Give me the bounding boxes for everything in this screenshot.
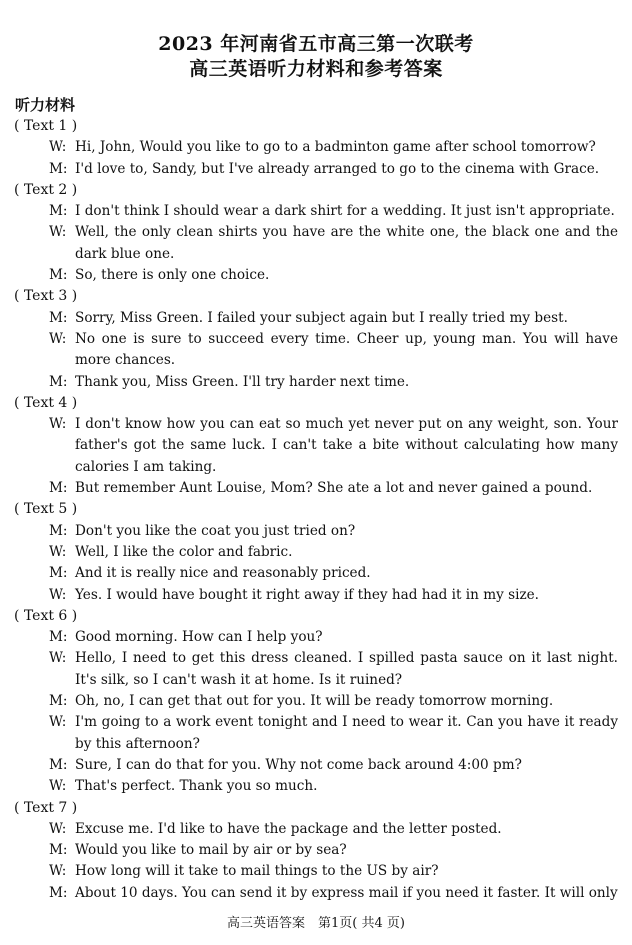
page-title-line-2: 高三英语听力材料和参考答案: [189, 58, 443, 80]
text-block: [0, 180, 632, 286]
utterance-text: But remember Aunt Louise, Mom? She ate a lot and never gained a pound.: [75, 480, 593, 497]
text-label: ( Text 7 ): [14, 799, 78, 816]
speaker-label: M:: [49, 267, 68, 284]
utterance-text: How long will it take to mail things to the US by air?: [75, 863, 439, 880]
utterance-text: About 10 days. You can send it by express mail if you need it faster. It will only: [75, 884, 618, 901]
speaker-label: W:: [49, 650, 67, 667]
speaker-label: M:: [49, 160, 68, 177]
dialogue-line: [0, 222, 632, 265]
text-label: ( Text 6 ): [14, 607, 78, 624]
dialogue-line: [0, 563, 632, 584]
utterance-text: I don't think I should wear a dark shirt for a wedding. It just isn't appropriate.: [75, 203, 615, 220]
dialogue-line: [0, 265, 632, 286]
utterance-text: Yes. I would have bought it right away if they had had it in my size.: [75, 586, 539, 603]
utterance-text: I'm going to a work event tonight and I need to wear it. Can you have it ready by this afternoon?: [75, 714, 618, 752]
utterance-text: Hi, John, Would you like to go to a badminton game after school tomorrow?: [75, 139, 596, 156]
dialogue-line: [0, 648, 632, 691]
text-block: [0, 798, 632, 904]
dialogue-line: [0, 776, 632, 797]
text-label: ( Text 1 ): [14, 118, 78, 134]
dialogue-line: [0, 201, 632, 222]
speaker-label: M:: [49, 693, 68, 710]
text-block: [0, 116, 632, 180]
dialogue-line: [0, 159, 632, 180]
transcript: [0, 116, 632, 904]
text-label: ( Text 3 ): [14, 288, 78, 305]
speaker-label: W:: [49, 543, 67, 560]
speaker-label: W:: [49, 330, 67, 347]
dialogue-line: [0, 840, 632, 861]
speaker-label: W:: [49, 778, 67, 795]
dialogue-line: [0, 478, 632, 499]
text-block: [0, 606, 632, 798]
text-label: ( Text 5 ): [14, 501, 78, 518]
text-block: [0, 286, 632, 392]
speaker-label: M:: [49, 203, 68, 220]
speaker-label: W:: [49, 224, 67, 241]
speaker-label: M:: [49, 884, 68, 901]
dialogue-line: [0, 372, 632, 393]
utterance-text: Would you like to mail by air or by sea?: [75, 842, 347, 859]
section-heading: 听力材料: [15, 96, 76, 114]
page-title-line-1: 2023 年河南省五市高三第一次联考: [158, 33, 474, 55]
dialogue-line: [0, 819, 632, 840]
speaker-label: W:: [49, 586, 67, 603]
utterance-text: Excuse me. I'd like to have the package and the letter posted.: [75, 820, 502, 837]
speaker-label: W:: [49, 820, 67, 837]
dialogue-line: [0, 585, 632, 606]
text-label: ( Text 4 ): [14, 394, 78, 411]
utterance-text: Don't you like the coat you just tried on?: [75, 522, 356, 539]
dialogue-line: [0, 414, 632, 478]
dialogue-line: [0, 861, 632, 882]
utterance-text: That's perfect. Thank you so much.: [75, 778, 318, 795]
speaker-label: M:: [49, 522, 68, 539]
speaker-label: W:: [49, 416, 67, 433]
utterance-text: I don't know how you can eat so much yet never put on any weight, son. Your father's got the same luck. I can't take a bite without calculating how many calories I am taking.: [75, 416, 618, 475]
dialogue-line: [0, 627, 632, 648]
utterance-text: Thank you, Miss Green. I'll try harder next time.: [75, 373, 410, 390]
speaker-label: M:: [49, 756, 68, 773]
utterance-text: Well, the only clean shirts you have are the white one, the black one and the dark blue one.: [75, 224, 618, 262]
speaker-label: M:: [49, 373, 68, 390]
dialogue-line: [0, 137, 632, 158]
speaker-label: M:: [49, 565, 68, 582]
speaker-label: M:: [49, 480, 68, 497]
dialogue-line: [0, 308, 632, 329]
utterance-text: Hello, I need to get this dress cleaned. I spilled pasta sauce on it last night. It's silk, so I can't wash it at home. Is it ruined?: [75, 650, 618, 688]
speaker-label: M:: [49, 842, 68, 859]
utterance-text: Good morning. How can I help you?: [75, 629, 323, 646]
utterance-text: Oh, no, I can get that out for you. It will be ready tomorrow morning.: [75, 693, 554, 710]
speaker-label: M:: [49, 309, 68, 326]
page-footer: 高三英语答案 第1页( 共4 页): [227, 916, 405, 931]
dialogue-line: [0, 542, 632, 563]
utterance-text: Sorry, Miss Green. I failed your subject again but I really tried my best.: [75, 309, 568, 326]
text-label: ( Text 2 ): [14, 181, 78, 198]
speaker-label: M:: [49, 629, 68, 646]
dialogue-line: [0, 883, 632, 904]
utterance-text: No one is sure to succeed every time. Cheer up, young man. You will have more chances.: [75, 330, 618, 369]
speaker-label: W:: [49, 863, 67, 880]
dialogue-line: [0, 329, 632, 372]
text-block: [0, 393, 632, 499]
dialogue-line: [0, 755, 632, 776]
speaker-label: W:: [49, 139, 67, 156]
dialogue-line: [0, 712, 632, 755]
speaker-label: W:: [49, 714, 67, 731]
utterance-text: I'd love to, Sandy, but I've already arranged to go to the cinema with Grace.: [75, 160, 600, 177]
utterance-text: And it is really nice and reasonably priced.: [75, 565, 371, 582]
utterance-text: Sure, I can do that for you. Why not come back around 4:00 pm?: [75, 756, 522, 773]
dialogue-line: [0, 691, 632, 712]
utterance-text: So, there is only one choice.: [75, 267, 270, 284]
utterance-text: Well, I like the color and fabric.: [75, 543, 293, 560]
dialogue-line: [0, 521, 632, 542]
text-block: [0, 499, 632, 605]
